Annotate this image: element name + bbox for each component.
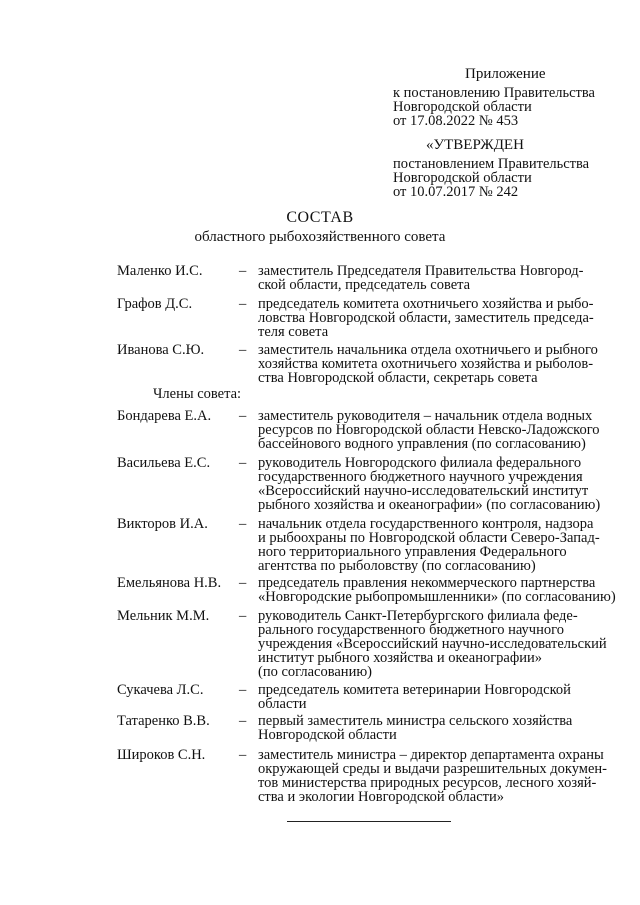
member-name: Татаренко В.В. (117, 713, 210, 729)
approved-line: Новгородской области (393, 170, 532, 186)
role-line: учреждения «Всероссийский научно-исследовательский (258, 636, 607, 652)
role-line: хозяйства комитета охотничьего хозяйства и рыболов- (258, 356, 594, 372)
approved-line: от 10.07.2017 № 242 (393, 184, 519, 200)
member-name: Широков С.Н. (117, 747, 206, 763)
member-role (258, 576, 620, 604)
dash-separator: – (239, 713, 247, 729)
role-line: заместитель начальника отдела охотничьего и рыбного (258, 342, 598, 358)
member-role (258, 714, 620, 742)
role-line: агентства по рыболовству (по согласованию) (258, 558, 536, 574)
role-line: начальник отдела государственного контроля, надзора (258, 516, 594, 532)
role-line: рыбного хозяйства и океанографии» (по согласованию) (258, 497, 601, 513)
role-line: ской области, председатель совета (258, 277, 471, 293)
appendix-line: Новгородской области (393, 99, 532, 115)
appendix-line: от 17.08.2022 № 453 (393, 113, 519, 129)
dash-separator: – (239, 516, 247, 532)
member-name: Иванова С.Ю. (117, 342, 205, 358)
role-line: ного территориального управления Федерального (258, 544, 567, 560)
role-line: заместитель министра – директор департамента охраны (258, 747, 604, 763)
document-title: СОСТАВ (286, 209, 354, 226)
dash-separator: – (239, 455, 247, 471)
role-line: Новгородской области (258, 727, 397, 743)
member-role (258, 609, 620, 679)
appendix-line: к постановлению Правительства (393, 85, 595, 101)
appendix-title: Приложение (465, 66, 546, 82)
member-role (258, 517, 620, 573)
dash-separator: – (239, 608, 247, 624)
dash-separator: – (239, 263, 247, 279)
role-line: председатель правления некоммерческого партнерства (258, 575, 596, 591)
dash-separator: – (239, 682, 247, 698)
role-line: председатель комитета ветеринарии Новгородской (258, 682, 571, 698)
role-line: институт рыбного хозяйства и океанографии» (258, 650, 543, 666)
member-name: Маленко И.С. (117, 263, 203, 279)
role-line: заместитель руководителя – начальник отдела водных (258, 408, 593, 424)
role-line: государственного бюджетного научного учреждения (258, 469, 583, 485)
approved-reference (393, 157, 633, 199)
role-line: и рыбоохраны по Новгородской области Северо-Запад- (258, 530, 600, 546)
role-line: председатель комитета охотничьего хозяйства и рыбо- (258, 296, 594, 312)
dash-separator: – (239, 408, 247, 424)
dash-separator: – (239, 575, 247, 591)
approved-title: «УТВЕРЖДЕН (426, 137, 524, 153)
member-role (258, 409, 620, 451)
member-role (258, 297, 620, 339)
role-line: области (258, 696, 307, 712)
member-role (258, 343, 620, 385)
member-name: Бондарева Е.А. (117, 408, 212, 424)
member-name: Емельянова Н.В. (117, 575, 222, 591)
role-line: ства Новгородской области, секретарь совета (258, 370, 538, 386)
approved-line: постановлением Правительства (393, 156, 590, 172)
member-name: Графов Д.С. (117, 296, 193, 312)
role-line: руководитель Новгородского филиала федерального (258, 455, 582, 471)
role-line: ресурсов по Новгородской области Невско-Ладожского (258, 422, 600, 438)
role-line: первый заместитель министра сельского хозяйства (258, 713, 573, 729)
appendix-reference (393, 86, 633, 128)
role-line: теля совета (258, 324, 329, 340)
member-role (258, 456, 620, 512)
document-subtitle: областного рыбохозяйственного совета (194, 229, 446, 245)
closing-rule (287, 821, 451, 822)
role-line: ства и экологии Новгородской области» (258, 789, 505, 805)
role-line: тов министерства природных ресурсов, лесного хозяй- (258, 775, 597, 791)
member-name: Сукачева Л.С. (117, 682, 204, 698)
role-line: бассейнового водного управления (по согласованию) (258, 436, 586, 452)
dash-separator: – (239, 342, 247, 358)
member-name: Мельник М.М. (117, 608, 210, 624)
role-line: заместитель Председателя Правительства Новгород- (258, 263, 584, 279)
member-name: Васильева Е.С. (117, 455, 211, 471)
members-section-label: Члены совета: (153, 386, 242, 402)
member-name: Викторов И.А. (117, 516, 208, 532)
role-line: окружающей среды и выдачи разрешительных докумен- (258, 761, 607, 777)
role-line: руководитель Санкт-Петербургского филиала феде- (258, 608, 578, 624)
role-line: ловства Новгородской области, заместитель председа- (258, 310, 594, 326)
role-line: «Новгородские рыбопромышленники» (по согласованию) (258, 589, 616, 605)
member-role (258, 748, 620, 804)
member-role (258, 683, 620, 711)
role-line: (по согласованию) (258, 664, 372, 680)
dash-separator: – (239, 296, 247, 312)
role-line: «Всероссийский научно-исследовательский институт (258, 483, 589, 499)
role-line: рального государственного бюджетного научного (258, 622, 564, 638)
dash-separator: – (239, 747, 247, 763)
member-role (258, 264, 620, 292)
